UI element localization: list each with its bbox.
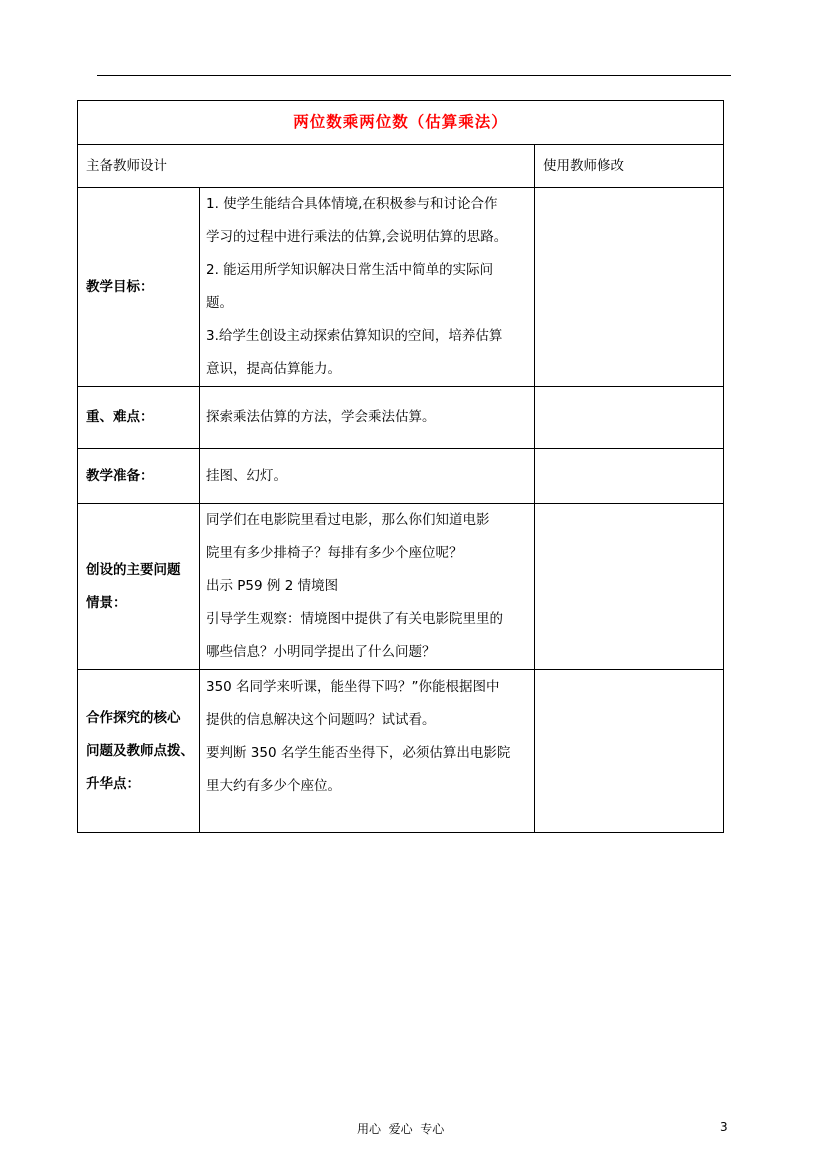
content-line: 哪些信息？小明同学提出了什么问题？ [206,644,436,660]
row-content-core-questions [200,670,535,833]
design-header: 主备教师设计 [78,145,535,188]
content-line: 350 名同学来听课，能坐得下吗？”你能根据图中 [206,679,500,695]
label-line: 合作探究的核心 [86,709,181,726]
table-row [78,387,724,449]
content-line: 学习的过程中进行乘法的估算,会说明估算的思路。 [206,229,508,245]
row-label-core-questions [78,670,200,833]
content-line: 引导学生观察：情境图中提供了有关电影院里里的 [206,611,503,627]
row-label-preparation: 教学准备： [78,449,200,504]
content-line: 3.给学生创设主动探索估算知识的空间，培养估算 [206,328,503,344]
label-line: 情景： [86,594,127,611]
footer-motto: 用心 爱心 专心 [357,1122,445,1136]
content-line: 1. 使学生能结合具体情境,在积极参与和讨论合作 [206,196,498,212]
page-number: 3 [720,1120,728,1134]
modify-cell [535,504,724,670]
row-label-scenario [78,504,200,670]
content-line: 提供的信息解决这个问题吗？试试看。 [206,712,436,728]
row-label-objectives: 教学目标： [78,188,200,387]
title-row [78,101,724,145]
content-line: 探索乘法估算的方法，学会乘法估算。 [206,409,436,425]
subheader-row [78,145,724,188]
modify-cell [535,670,724,833]
modify-cell [535,188,724,387]
modify-cell [535,449,724,504]
row-content-scenario [200,504,535,670]
content-line: 里大约有多少个座位。 [206,778,341,794]
document-title: 两位数乘两位数（估算乘法） [78,101,724,145]
header-rule [97,75,731,76]
content-line: 出示 P59 例 2 情境图 [206,578,339,594]
content-line: 意识，提高估算能力。 [206,361,341,377]
lesson-plan-table [77,100,724,833]
row-content-preparation [200,449,535,504]
table-row [78,670,724,833]
row-content-key-points [200,387,535,449]
label-line: 升华点： [86,775,140,792]
content-line: 院里有多少排椅子？每排有多少个座位呢？ [206,545,463,561]
content-line: 2. 能运用所学知识解决日常生活中简单的实际问 [206,262,494,278]
table-row [78,504,724,670]
table-row [78,449,724,504]
label-line: 问题及教师点拨、 [86,742,194,759]
page-footer [0,1120,827,1140]
modify-header: 使用教师修改 [535,145,724,188]
content-line: 同学们在电影院里看过电影，那么你们知道电影 [206,512,490,528]
row-label-key-points: 重、难点： [78,387,200,449]
content-line: 题。 [206,295,233,311]
content-line: 挂图、幻灯。 [206,467,287,484]
modify-cell [535,387,724,449]
row-content-objectives [200,188,535,387]
label-line: 创设的主要问题 [86,561,181,578]
content-line: 要判断 350 名学生能否坐得下，必须估算出电影院 [206,745,511,761]
table-row [78,188,724,387]
